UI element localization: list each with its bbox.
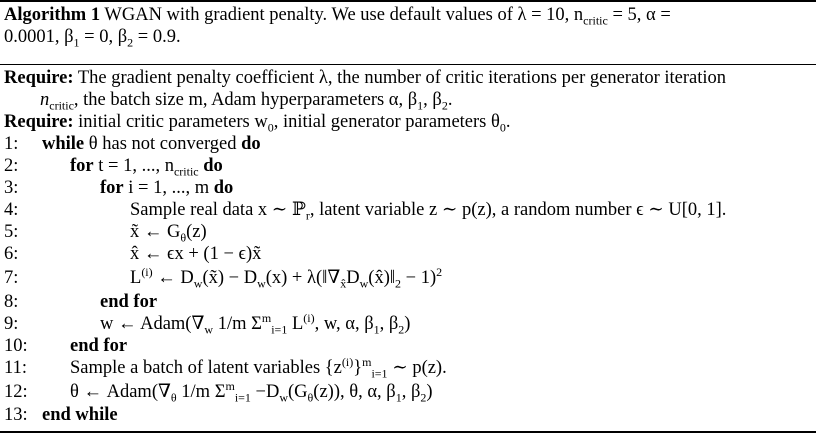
middle-rule [0, 64, 816, 65]
t5: (G [288, 382, 308, 402]
caption-rest: = 5, α = [607, 5, 671, 25]
require-cont-end: . [447, 90, 453, 110]
caption-line2: 0.0001, β [4, 27, 74, 47]
s4: (i) [303, 310, 315, 325]
critic-sub: critic [49, 98, 74, 113]
s6: 1 [395, 390, 402, 405]
n-var: n [40, 90, 50, 110]
t4: −D [250, 382, 280, 402]
top-rule [0, 0, 816, 2]
require-cont-text2: , β [423, 90, 442, 110]
s1: θ [170, 390, 177, 405]
require-keyword-2: Require: [4, 112, 74, 132]
algo-line-4 [4, 199, 726, 221]
t7: − 1) [401, 268, 437, 288]
require-cont-text: , the batch size m, Adam hyperparameters α, β [73, 90, 418, 110]
s1: w [204, 322, 214, 337]
algo-line-6 [4, 243, 261, 265]
kw-do: do [203, 156, 223, 176]
algo-line-13 [4, 404, 118, 426]
s1: (i) [341, 354, 354, 369]
line-number: 10: [4, 336, 28, 356]
line-number: 13: [4, 405, 28, 425]
sum-sup: m [362, 354, 372, 369]
kw-while: while [42, 134, 85, 154]
line-number: 2: [4, 156, 19, 176]
algo-line-8 [4, 291, 157, 313]
caption-line2b: = 0, β [79, 27, 128, 47]
t6: (x̂)‖ [368, 268, 396, 288]
t6: (z)), θ, α, β [313, 382, 396, 402]
algo-line-1 [4, 133, 261, 155]
line-number: 6: [4, 244, 19, 264]
theta0-sub: 0 [499, 120, 506, 135]
s4: w [279, 390, 289, 405]
s7: 2 [420, 390, 427, 405]
sum-sub: i=1 [234, 390, 251, 405]
algorithm-caption [4, 4, 812, 48]
t5: , w, α, β [314, 314, 374, 334]
t1: L [130, 268, 142, 288]
line-text: x̂ ← ϵx + (1 − ϵ)x̃ [130, 244, 262, 264]
t3: Σ [210, 382, 226, 402]
algo-line-11 [4, 354, 447, 381]
caption-line2c: = 0.9. [133, 27, 181, 47]
t1: Sample a batch of latent variables {z [70, 358, 342, 378]
s4: x̂ [340, 276, 347, 291]
line-number: 12: [4, 382, 28, 402]
line-text: x̃ ← G [130, 222, 181, 242]
s7: 2 [436, 264, 443, 279]
line-number: 5: [4, 222, 19, 242]
bottom-rule [0, 431, 816, 433]
require2-text-a: initial critic parameters w [78, 112, 268, 132]
t8: ) [426, 382, 433, 402]
s5: 1 [373, 322, 380, 337]
t5: D [346, 268, 360, 288]
require-1-cont [40, 89, 452, 111]
line-sub: critic [173, 164, 199, 179]
line-number: 1: [4, 134, 19, 154]
t1: w ← Adam(∇ [100, 314, 205, 334]
line-text: Sample real data x ∼ ℙ [130, 200, 306, 220]
algorithm-label: Algorithm 1 [4, 5, 101, 25]
require-text: The gradient penalty coefficient λ, the number of critic iterations per generator iteration [77, 68, 726, 88]
sum-sup: m [225, 378, 235, 393]
require-keyword: Require: [4, 68, 74, 88]
line-number: 4: [4, 200, 19, 220]
t4: (x) + λ(‖∇ [265, 268, 341, 288]
algo-line-7 [4, 264, 443, 291]
line-number: 9: [4, 314, 19, 334]
require-2 [4, 111, 510, 133]
w0-sub: 0 [267, 120, 274, 135]
caption-sub: critic [583, 13, 608, 28]
fraction: 1/m [217, 314, 247, 334]
b2: 2 [441, 98, 448, 113]
kw-end-for: end for [70, 336, 128, 356]
kw-end-for: end for [100, 292, 158, 312]
line-sub: θ [180, 230, 187, 245]
line-text-2: (z) [186, 222, 207, 242]
t1: θ ← Adam(∇ [70, 382, 171, 402]
beta2-sub: 2 [127, 35, 134, 50]
caption-title: WGAN with gradient penalty. We use default values of λ = 10, n [104, 5, 584, 25]
s5: θ [307, 390, 314, 405]
line-text: θ has not converged [88, 134, 237, 154]
algo-line-3 [4, 177, 233, 199]
kw-do: do [213, 178, 234, 198]
s6: 2 [395, 276, 402, 291]
algo-line-5 [4, 221, 207, 243]
line-text: i = 1, ..., m [128, 178, 210, 198]
sum-sub: i=1 [371, 366, 388, 381]
algo-line-12 [4, 378, 433, 405]
s5: w [359, 276, 369, 291]
t3: Σ [246, 314, 262, 334]
s2: w [193, 276, 203, 291]
s1: (i) [141, 264, 153, 279]
require2-text-c: . [505, 112, 511, 132]
t3: ∼ p(z). [387, 358, 447, 378]
sum-sup: m [261, 310, 272, 325]
algo-line-9 [4, 310, 411, 337]
t2: } [353, 358, 363, 378]
t4: L [287, 314, 304, 334]
kw-for: for [70, 156, 94, 176]
fraction: 1/m [181, 382, 211, 402]
t7: ) [404, 314, 411, 334]
algo-line-10 [4, 335, 127, 357]
line-number: 8: [4, 292, 19, 312]
kw-for: for [100, 178, 124, 198]
line-number: 3: [4, 178, 19, 198]
line-sub: r [305, 208, 310, 223]
kw-do: do [241, 134, 261, 154]
beta1-sub: 1 [73, 35, 80, 50]
sum-sub: i=1 [271, 322, 288, 337]
s6: 2 [398, 322, 405, 337]
require-1 [4, 67, 726, 89]
algo-line-2 [4, 155, 223, 177]
line-number: 11: [4, 358, 27, 378]
b1: 1 [417, 98, 424, 113]
line-number: 7: [4, 268, 19, 288]
line-text-2: , latent variable z ∼ p(z), a random number ϵ ∼ U[0, 1]. [309, 200, 727, 220]
line-text: t = 1, ..., n [98, 156, 174, 176]
require2-text-b: , initial generator parameters θ [273, 112, 500, 132]
kw-end-while: end while [42, 405, 118, 425]
t6: , β [379, 314, 399, 334]
t7: , β [401, 382, 421, 402]
t2: ← D [152, 268, 194, 288]
s3: w [257, 276, 266, 291]
t3: (x̃) − D [202, 268, 258, 288]
